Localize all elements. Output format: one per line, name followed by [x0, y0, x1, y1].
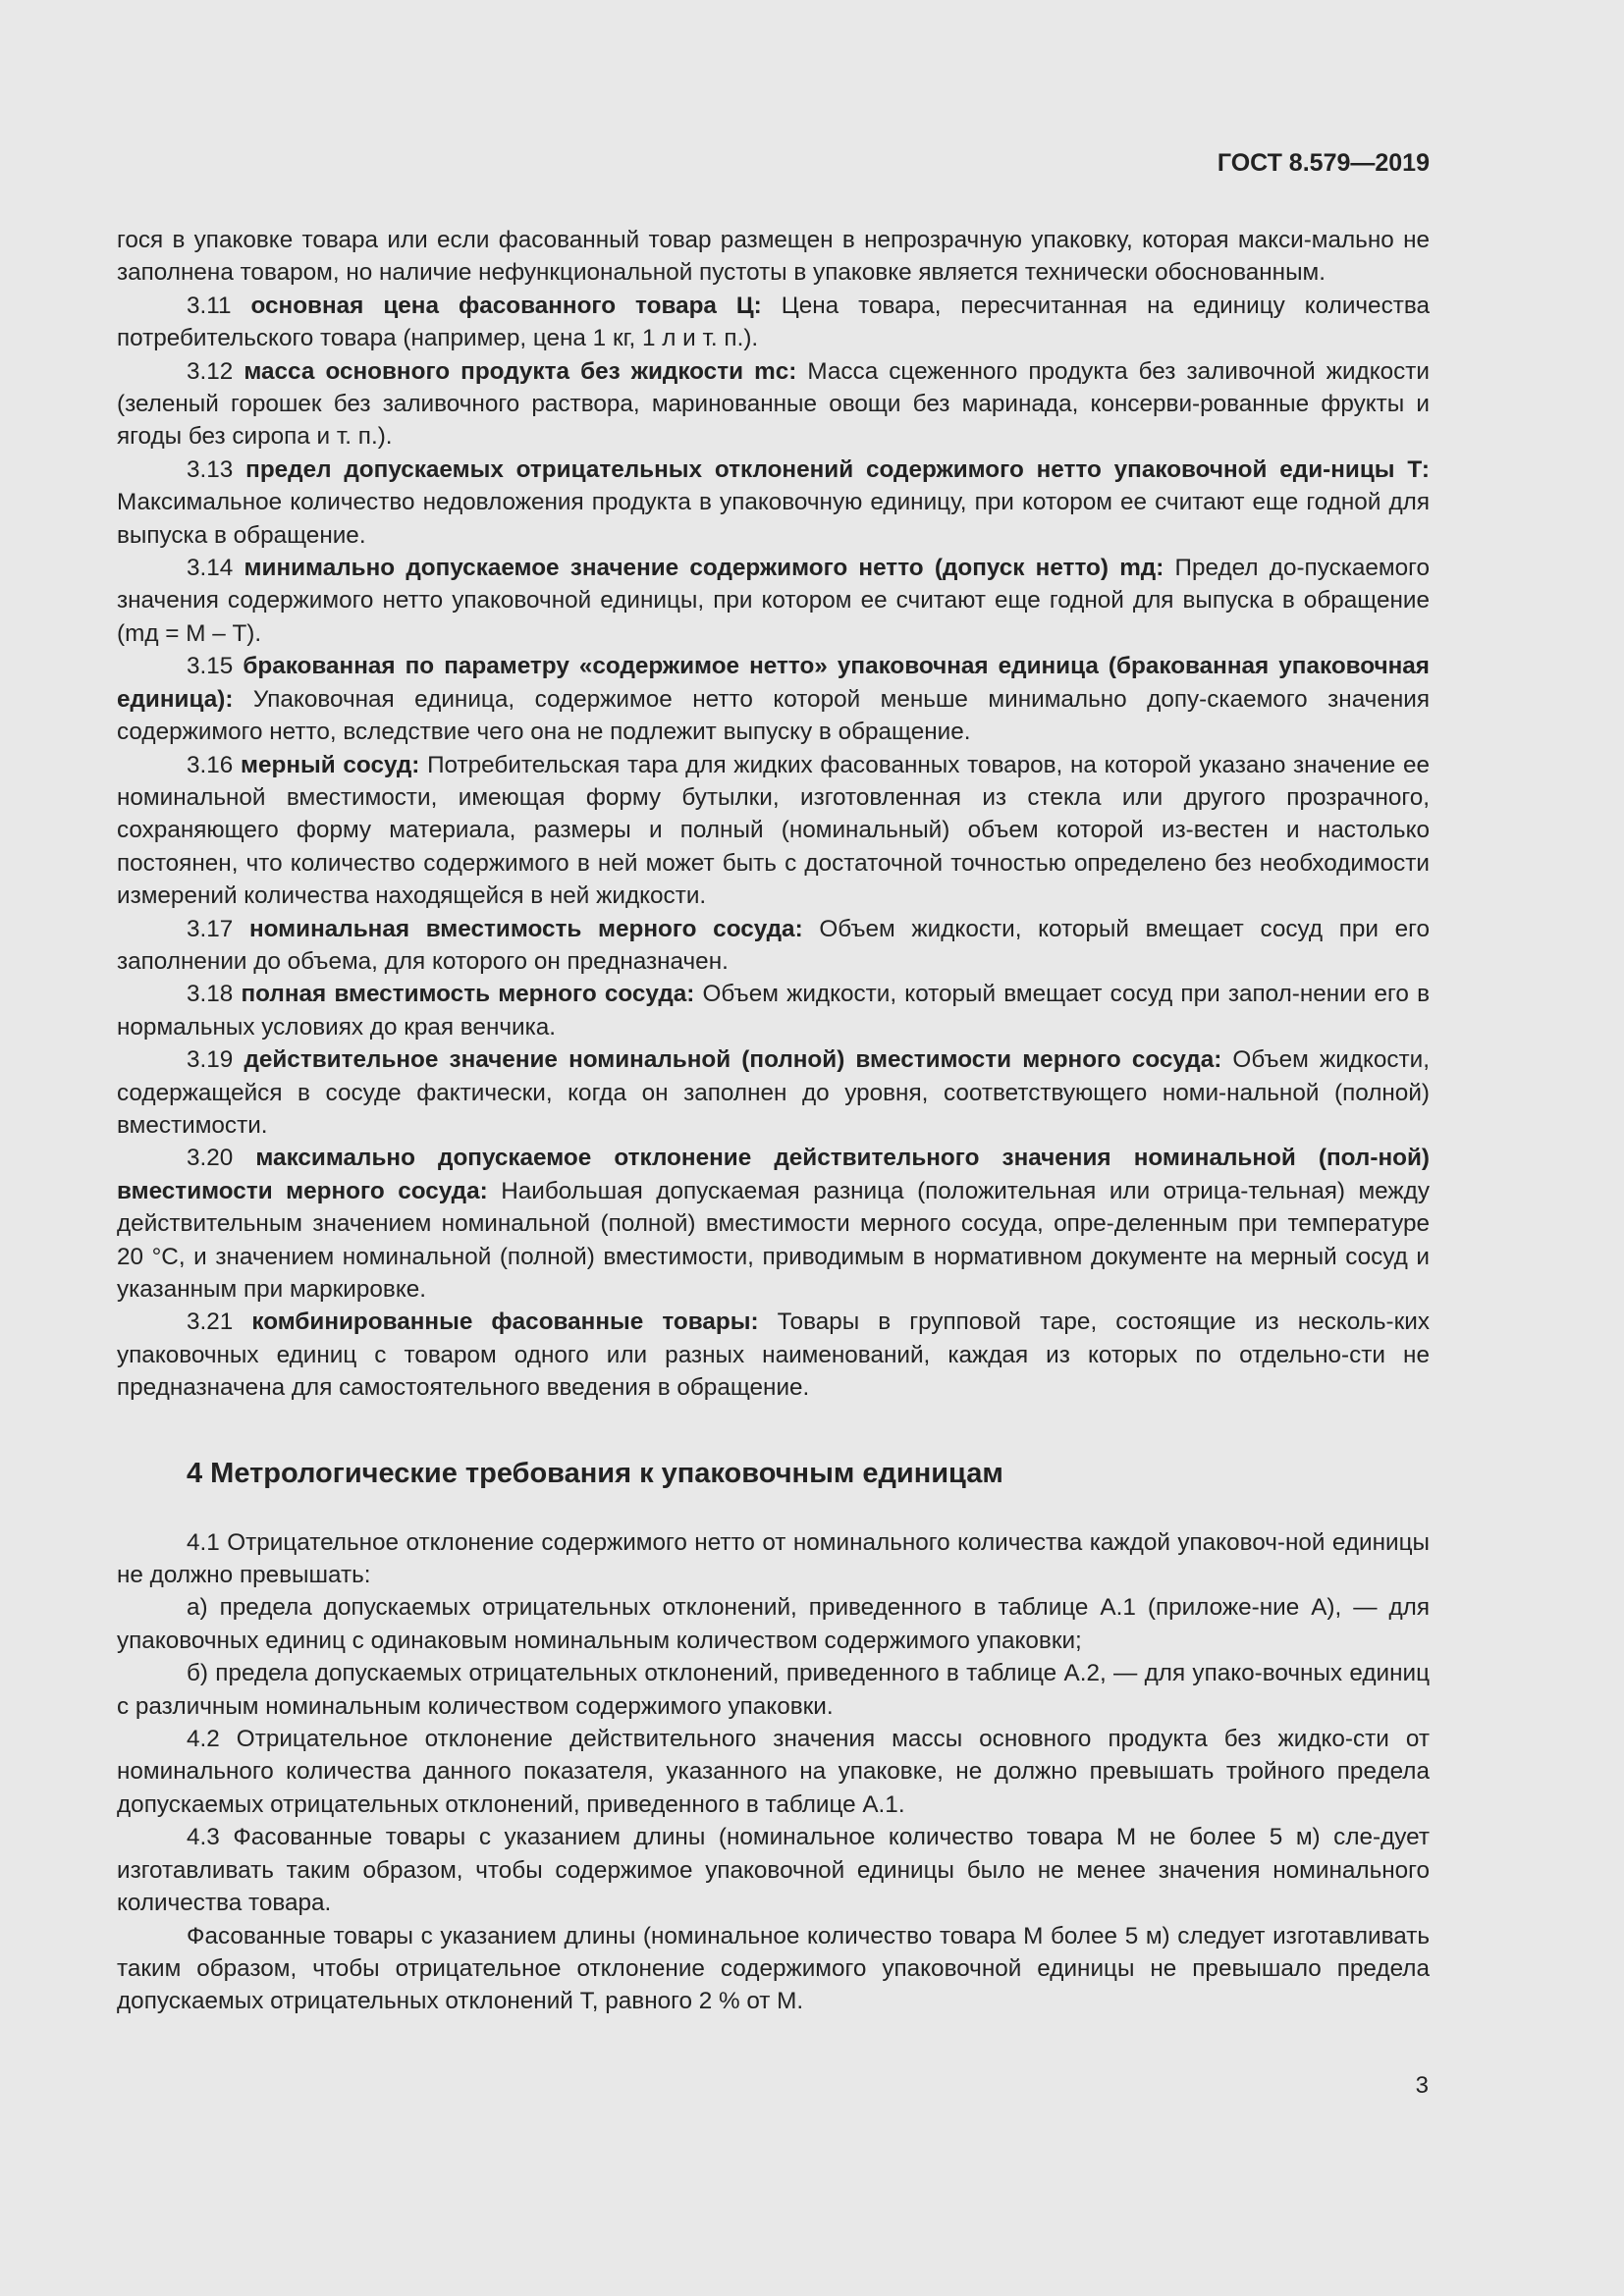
definition-text: Потребительская тара для жидких фасованных товаров, на которой указано значение ее номинальной вместимости, имеющая форму бутылки, изготовленная из стекла или другого прозрачного, сохраняющего форму материала, размеры и полный (номинальный) объем которой из-вестен и настолько постоянен, что количество содержимого в ней может быть с достаточной точностью определено без необходимости измерений количества находящейся в ней жидкости.: [117, 751, 1430, 910]
definition-3-11: [117, 290, 1430, 355]
definition-text: Объем жидкости, который вмещает сосуд при запол-нении его в нормальных условиях до края венчика.: [117, 981, 1430, 1041]
clause-number: 3.17: [187, 915, 234, 942]
document-body: [117, 224, 1430, 2018]
definition-text: Объем жидкости, содержащейся в сосуде фактически, когда он заполнен до уровня, соответствующего номи-нальной (полной) вместимости.: [117, 1046, 1430, 1139]
clause-number: 3.11: [187, 292, 232, 319]
term: масса основного продукта без жидкости mс:: [244, 357, 797, 385]
definition-3-15: [117, 650, 1430, 748]
clause-4-1-a: а) предела допускаемых отрицательных отклонений, приведенного в таблице А.1 (приложе-ние А), — для упаковочных единиц с одинаковым номинальным количеством содержимого упаковки;: [117, 1594, 1430, 1654]
definition-3-12: [117, 355, 1430, 454]
clause-4-1-b: б) предела допускаемых отрицательных отклонений, приведенного в таблице А.2, — для упако-вочных единиц с различным номинальным количеством содержимого упаковки.: [117, 1660, 1430, 1720]
definition-text: Цена товара, пересчитанная на единицу количества потребительского товара (например, цена 1 кг, 1 л и т. п.).: [117, 292, 1430, 352]
definition-text: Товары в групповой таре, состоящие из несколь-ких упаковочных единиц с товаром одного или разных наименований, каждая из которых по отдельно-сти не предназначена для самостоятельного введения в обращение.: [117, 1308, 1430, 1402]
definition-3-14: [117, 552, 1430, 650]
definition-text: Упаковочная единица, содержимое нетто которой меньше минимально допу-скаемого значения содержимого нетто, вследствие чего она не подлежит выпуску в обращение.: [117, 685, 1430, 746]
definition-3-20: [117, 1142, 1430, 1306]
definition-3-16: [117, 749, 1430, 913]
definition-text: Объем жидкости, который вмещает сосуд при его заполнении до объема, для которого он предназначен.: [117, 915, 1430, 975]
clause-number: 3.20: [187, 1145, 234, 1172]
clause-number: 3.14: [187, 555, 234, 582]
definition-text: Наибольшая допускаемая разница (положительная или отрица-тельная) между действительным значением номинальной (полной) вместимости мерного сосуда, опре-деленным при температуре 20 °С, и значением номинальной (полной) вместимости, приводимым в нормативном документе на мерный сосуд и указанным при маркировке.: [117, 1177, 1430, 1303]
definition-3-21: [117, 1306, 1430, 1404]
clause-4-3: 4.3 Фасованные товары с указанием длины (номинальное количество товара М не более 5 м) сле-дует изготавливать таким образом, чтобы содержимое упаковочной единицы было не менее значения номинального количества товара.: [117, 1824, 1430, 1917]
page-number: 3: [1415, 2072, 1429, 2099]
term: комбинированные фасованные товары:: [251, 1308, 759, 1336]
section-4-heading: 4 Метрологические требования к упаковочным единицам: [187, 1457, 1003, 1489]
clause-number: 3.21: [187, 1308, 234, 1336]
definition-3-13: [117, 454, 1430, 552]
clause-4-1: 4.1 Отрицательное отклонение содержимого нетто от номинального количества каждой упаковоч-ной единицы не должно превышать:: [117, 1528, 1430, 1589]
definition-3-17: [117, 913, 1430, 979]
definition-3-19: [117, 1043, 1430, 1142]
term: действительное значение номинальной (полной) вместимости мерного сосуда:: [244, 1046, 1222, 1074]
document-standard-code: ГОСТ 8.579—2019: [1217, 149, 1430, 177]
clause-number: 3.18: [187, 981, 234, 1008]
paragraph-continuation: гося в упаковке товара или если фасованный товар размещен в непрозрачную упаковку, которая макси-мально не заполнена товаром, но наличие нефункциональной пустоты в упаковке является технически обоснованным.: [117, 227, 1430, 287]
clause-4-2: 4.2 Отрицательное отклонение действительного значения массы основного продукта без жидко-сти от номинального количества данного показателя, указанного на упаковке, не должно превышать тройного предела допускаемых отрицательных отклонений, приведенного в таблице А.1.: [117, 1726, 1430, 1818]
term: максимально допускаемое отклонение действительного значения номинальной (пол-ной) вместимости мерного сосуда:: [117, 1145, 1430, 1204]
clause-number: 3.15: [187, 653, 234, 680]
term: номинальная вместимость мерного сосуда:: [248, 915, 803, 942]
term: предел допускаемых отрицательных отклонений содержимого нетто упаковочной еди-ницы Т:: [245, 455, 1430, 483]
clause-number: 3.19: [187, 1046, 234, 1074]
term: мерный сосуд:: [241, 751, 420, 778]
definition-3-18: [117, 978, 1430, 1043]
clause-number: 3.16: [187, 751, 234, 778]
term: минимально допускаемое значение содержимого нетто (допуск нетто) mд:: [244, 555, 1164, 582]
definition-text: Предел до-пускаемого значения содержимого нетто упаковочной единицы, при котором ее считают еще годной для выпуска в обращение (mд = М – Т).: [117, 555, 1430, 647]
clause-number: 3.12: [187, 357, 234, 385]
term: бракованная по параметру «содержимое нетто» упаковочная единица (бракованная упаковочная единица):: [117, 653, 1430, 713]
definition-text: Максимальное количество недовложения продукта в упаковочную единицу, при котором ее считают еще годной для выпуска в обращение.: [117, 489, 1430, 549]
term: полная вместимость мерного сосуда:: [241, 981, 695, 1008]
term: основная цена фасованного товара Ц:: [250, 292, 762, 319]
clause-4-3-continued: Фасованные товары с указанием длины (номинальное количество товара М более 5 м) следует изготавливать таким образом, чтобы отрицательное отклонение содержимого упаковочной единицы не превышало предела допускаемых отрицательных отклонений Т, равного 2 % от М.: [117, 1922, 1430, 2015]
clause-number: 3.13: [187, 455, 234, 483]
definition-text: Масса сцеженного продукта без заливочной жидкости (зеленый горошек без заливочного раствора, маринованные овощи без маринада, консерви-рованные фрукты и ягоды без сиропа и т. п.).: [117, 357, 1430, 451]
